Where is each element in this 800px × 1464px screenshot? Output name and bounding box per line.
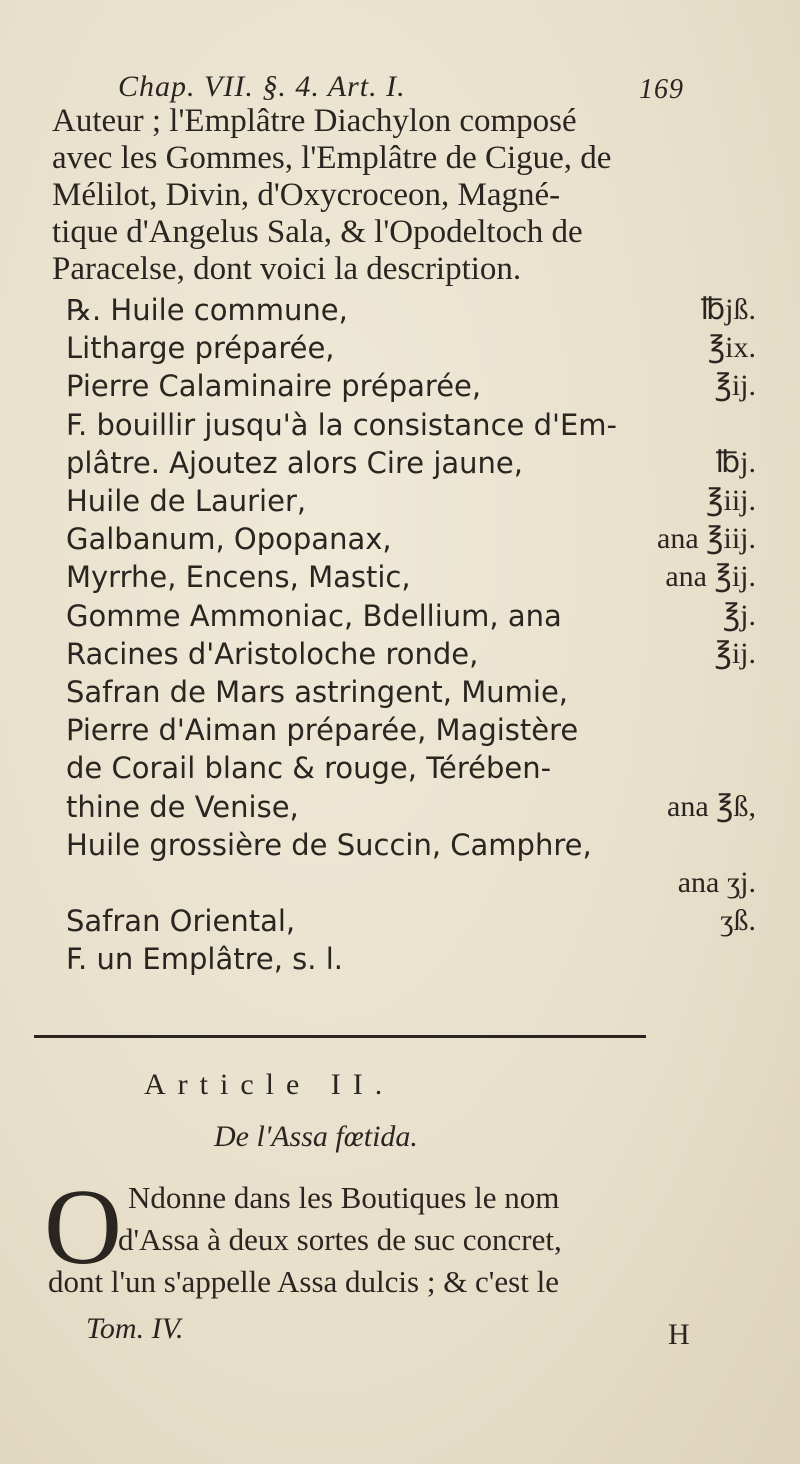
recipe-line xyxy=(66,443,756,483)
recipe-ingredient: F. un Emplâtre, s. l. xyxy=(66,942,344,977)
article-title: Article II. xyxy=(144,1068,395,1101)
recipe-quantity: ℥ix. xyxy=(707,331,756,365)
recipe-ingredient: Galbanum, Opopanax, xyxy=(66,522,392,557)
recipe-line xyxy=(66,825,756,865)
recipe-line xyxy=(66,290,756,330)
recipe-quantity: ʒß. xyxy=(720,904,756,938)
recipe-line xyxy=(66,787,756,827)
intro-line: Paracelse, dont voici la description. xyxy=(52,251,522,287)
recipe-ingredient: plâtre. Ajoutez alors Cire jaune, xyxy=(66,445,523,480)
recipe-quantity: ana ʒj. xyxy=(677,866,756,899)
recipe-quantity: ana ℥ij. xyxy=(665,560,756,594)
recipe-quantity: ℔jß. xyxy=(700,293,756,326)
recipe-ingredient: Pierre Calaminaire préparée, xyxy=(66,369,482,404)
recipe-line xyxy=(66,901,756,941)
recipe-ingredient: thine de Venise, xyxy=(66,789,299,824)
recipe-ingredient: Safran de Mars astringent, Mumie, xyxy=(66,675,569,709)
intro-line: Mélilot, Divin, d'Oxycroceon, Magné- xyxy=(52,177,561,213)
recipe-quantity: ana ℥iij. xyxy=(657,522,756,556)
recipe-line xyxy=(66,366,756,406)
recipe-ingredient: Racines d'Aristoloche ronde, xyxy=(66,636,479,671)
recipe-line xyxy=(66,557,756,597)
recipe-ingredient: Litharge préparée, xyxy=(66,331,335,366)
recipe-line xyxy=(66,405,756,445)
recipe-ingredient: Huile de Laurier, xyxy=(66,484,307,518)
recipe-line xyxy=(66,748,756,788)
intro-line: avec les Gommes, l'Emplâtre de Cigue, de xyxy=(52,140,612,176)
paragraph-line: Ndonne dans les Boutiques le nom xyxy=(128,1180,560,1215)
intro-line: Auteur ; l'Emplâtre Diachylon composé xyxy=(52,103,577,139)
recipe-line xyxy=(66,519,756,559)
running-head xyxy=(118,70,684,105)
recipe-quantity: ℔j. xyxy=(715,445,756,479)
drop-cap: O xyxy=(44,1168,122,1287)
recipe-line xyxy=(66,328,756,368)
recipe-quantity: ℥j. xyxy=(722,598,756,632)
recipe-quantity: ana ℥ß, xyxy=(667,789,756,823)
recipe-ingredient: Gomme Ammoniac, Bdellium, ana xyxy=(66,598,562,633)
paragraph-line: dont l'un s'appelle Assa dulcis ; & c'est le xyxy=(48,1264,559,1299)
catchword: H xyxy=(668,1318,690,1351)
recipe-ingredient: Safran Oriental, xyxy=(66,904,296,939)
recipe-quantity: ℥iij. xyxy=(706,484,756,517)
recipe-line xyxy=(66,672,756,712)
recipe-ingredient: Pierre d'Aiman préparée, Magistère xyxy=(66,713,579,748)
page-number: 169 xyxy=(639,74,684,105)
recipe-quantity: ℥ij. xyxy=(714,369,756,403)
recipe-line xyxy=(66,634,756,674)
recipe-line xyxy=(66,710,756,750)
running-head-text: Chap. VII. §. 4. Art. I. xyxy=(118,70,406,103)
recipe-ingredient: Myrrhe, Encens, Mastic, xyxy=(66,560,411,595)
article-subtitle: De l'Assa fœtida. xyxy=(214,1120,418,1153)
recipe-ingredient: de Corail blanc & rouge, Térében- xyxy=(66,751,552,786)
recipe-line xyxy=(66,481,756,521)
recipe-quantity: ℥ij. xyxy=(714,636,756,670)
recipe-ingredient: ℞. Huile commune, xyxy=(66,293,348,327)
recipe-ingredient: Huile grossière de Succin, Camphre, xyxy=(66,827,592,862)
paragraph-line: d'Assa à deux sortes de suc concret, xyxy=(118,1222,562,1257)
recipe-line xyxy=(66,939,756,979)
recipe-line xyxy=(66,596,756,636)
signature-mark: Tom. IV. xyxy=(86,1312,184,1345)
recipe-ingredient: F. bouillir jusqu'à la consistance d'Em- xyxy=(66,407,617,442)
section-divider xyxy=(34,1035,646,1038)
intro-line: tique d'Angelus Sala, & l'Opodeltoch de xyxy=(52,214,583,250)
